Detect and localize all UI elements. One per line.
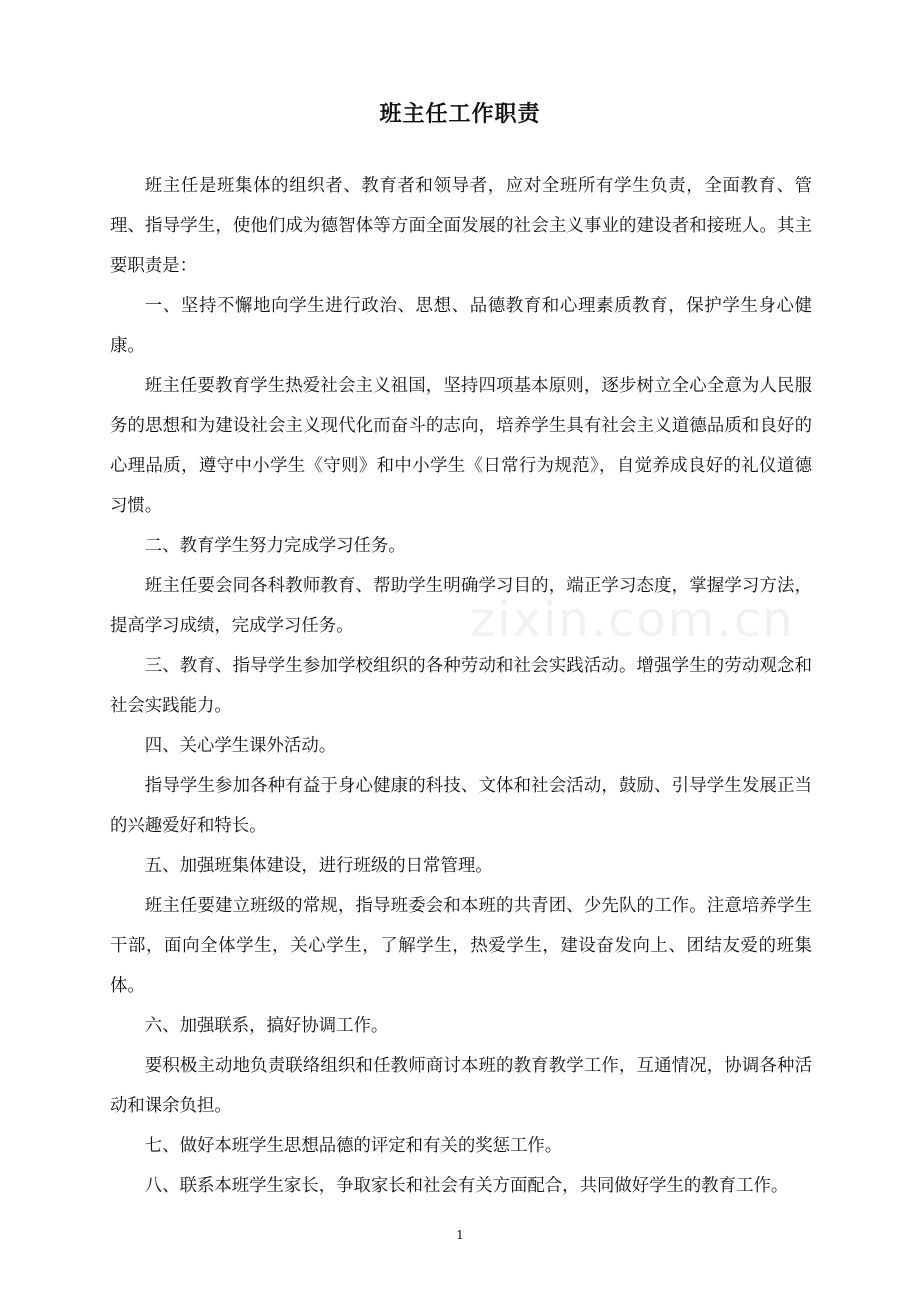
paragraph-item-1-heading: 一、坚持不懈地向学生进行政治、思想、品德教育和心理素质教育，保护学生身心健康。 <box>110 296 812 356</box>
page-number: 1 <box>456 1228 464 1242</box>
paragraph-item-4-detail: 指导学生参加各种有益于身心健康的科技、文体和社会活动，鼓励、引导学生发展正当的兴趣爱好和特长。 <box>110 776 812 836</box>
paragraph-item-2-heading: 二、教育学生努力完成学习任务。 <box>144 536 406 556</box>
paragraph-intro: 班主任是班集体的组织者、教育者和领导者，应对全班所有学生负责，全面教育、管理、指导学生，使他们成为德智体等方面全面发展的社会主义事业的建设者和接班人。其主要职责是： <box>110 176 812 276</box>
paragraph-item-6-detail: 要积极主动地负责联络组织和任教师商讨本班的教育教学工作，互通情况，协调各种活动和课余负担。 <box>110 1056 812 1116</box>
paragraph-item-5-detail: 班主任要建立班级的常规，指导班委会和本班的共青团、少先队的工作。注意培养学生干部，面向全体学生，关心学生，了解学生，热爱学生，建设奋发向上、团结友爱的班集体。 <box>110 896 812 996</box>
paragraph-item-3: 三、教育、指导学生参加学校组织的各种劳动和社会实践活动。增强学生的劳动观念和社会实践能力。 <box>110 656 812 716</box>
document-body <box>110 166 812 1206</box>
document-title: 班主任工作职责 <box>379 102 541 127</box>
paragraph-item-8: 八、联系本班学生家长，争取家长和社会有关方面配合，共同做好学生的教育工作。 <box>144 1176 789 1196</box>
paragraph-item-5-heading: 五、加强班集体建设，进行班级的日常管理。 <box>144 856 493 876</box>
paragraph-item-1-detail: 班主任要教育学生热爱社会主义祖国，坚持四项基本原则，逐步树立全心全意为人民服务的思想和为建设社会主义现代化而奋斗的志向，培养学生具有社会主义道德品质和良好的心理品质，遵守中小学生《守则》和中小学生《日常行为规范》，自觉养成良好的礼仪道德习惯。 <box>110 376 812 516</box>
paragraph-item-6-heading: 六、加强联系，搞好协调工作。 <box>144 1016 389 1036</box>
paragraph-item-7: 七、做好本班学生思想品德的评定和有关的奖惩工作。 <box>144 1136 563 1156</box>
watermark: zixin.com.cn <box>470 592 795 648</box>
paragraph-item-2-detail: 班主任要会同各科教师教育、帮助学生明确学习目的，端正学习态度，掌握学习方法，提高学习成绩，完成学习任务。 <box>110 576 812 636</box>
paragraph-item-4-heading: 四、关心学生课外活动。 <box>144 736 337 756</box>
